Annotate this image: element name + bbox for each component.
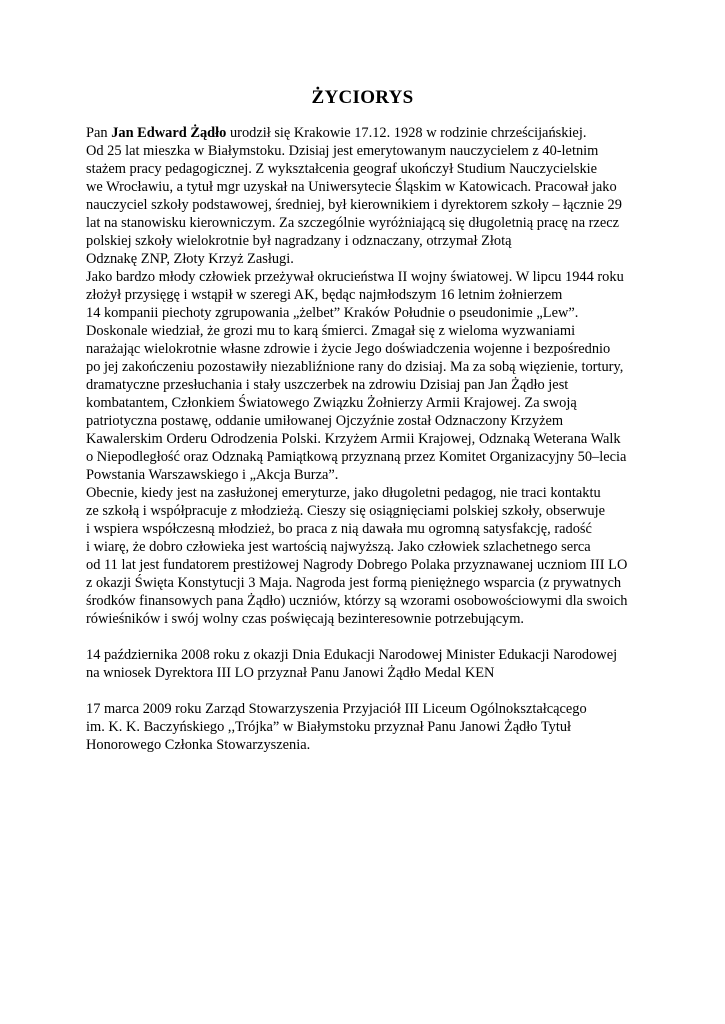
text-line: z okazji Święta Konstytucji 3 Maja. Nagroda jest formą pieniężnego wsparcia (z prywatnych: [86, 575, 622, 591]
document-title: ŻYCIORYS: [311, 87, 414, 108]
text-line: Powstania Warszawskiego i „Akcja Burza”.: [86, 467, 339, 483]
text-line: i wspiera współczesną młodzież, bo praca z nią dawała mu ogromną satysfakcję, radość: [86, 521, 592, 537]
text-line: narażając wielokrotnie własne zdrowie i życie Jego doświadczenia wojenne i bezpośrednio: [86, 341, 611, 357]
text-line: 14 kompanii piechoty zgrupowania „żelbet” Kraków Południe o pseudonimie „Lew”.: [86, 305, 579, 321]
text-line: patriotyczna postawę, oddanie umiłowanej Ojczyźnie został Odznaczony Krzyżem: [86, 413, 564, 429]
text-line: kombatantem, Członkiem Światowego Związku Żołnierzy Armii Krajowej. Za swoją: [86, 395, 577, 411]
text-line: 14 października 2008 roku z okazji Dnia Edukacji Narodowej Minister Edukacji Narodowej: [86, 647, 618, 663]
text-line: Doskonale wiedział, że grozi mu to karą śmierci. Zmagał się z wieloma wyzwaniami: [86, 323, 576, 339]
text-line: na wniosek Dyrektora III LO przyznał Panu Janowi Żądło Medal KEN: [86, 665, 495, 681]
paragraph-gap: [86, 682, 646, 700]
text-line: polskiej szkoły wielokrotnie był nagradzany i odznaczany, otrzymał Złotą: [86, 233, 512, 249]
text-line: Obecnie, kiedy jest na zasłużonej emeryturze, jako długoletni pedagog, nie traci kontaktu: [86, 485, 601, 501]
text-line: Kawalerskim Orderu Odrodzenia Polski. Krzyżem Armii Krajowej, Odznaką Weterana Walk: [86, 431, 621, 447]
text-line: Honorowego Członka Stowarzyszenia.: [86, 737, 311, 753]
text-line: ze szkołą i współpracuje z młodzieżą. Cieszy się osiągnięciami polskiej szkoły, obserwuje: [86, 503, 605, 519]
text-run: urodził się Krakowie 17.12. 1928 w rodzinie chrześcijańskiej.: [226, 125, 587, 141]
text-line: po jej zakończeniu pozostawiły niezabliźnione rany do dzisiaj. Ma za sobą więzienie, tortury,: [86, 359, 624, 375]
text-line: i wiarę, że dobro człowieka jest wartością najwyższą. Jako człowiek szlachetnego serca: [86, 539, 591, 555]
text-line: rówieśników i swój wolny czas poświęcają bezinteresownie potrzebującym.: [86, 611, 524, 627]
text-line: Odznakę ZNP, Złoty Krzyż Zasługi.: [86, 251, 294, 267]
text-line: we Wrocławiu, a tytuł mgr uzyskał na Uniwersytecie Śląskim w Katowicach. Pracował jako: [86, 179, 617, 195]
text-line: im. K. K. Baczyńskiego ,,Trójka” w Białymstoku przyznał Panu Janowi Żądło Tytuł: [86, 719, 572, 735]
text-line: dramatyczne przesłuchania i stały uszczerbek na zdrowiu Dzisiaj pan Jan Żądło jest: [86, 377, 569, 393]
text-line: Od 25 lat mieszka w Białymstoku. Dzisiaj jest emerytowanym nauczycielem z 40-letnim: [86, 143, 599, 159]
text-line: od 11 lat jest fundatorem prestiżowej Nagrody Dobrego Polaka przyznawanej uczniom III LO: [86, 557, 628, 573]
text-line: stażem pracy pedagogicznej. Z wykształcenia geograf ukończył Studium Nauczycielskie: [86, 161, 598, 177]
text-line: 17 marca 2009 roku Zarząd Stowarzyszenia Przyjaciół III Liceum Ogólnokształcącego: [86, 701, 587, 717]
text-line: o Niepodległość oraz Odznaką Pamiątkową przyznaną przez Komitet Organizacyjny 50–lecia: [86, 449, 627, 465]
paragraph-gap: [86, 628, 646, 646]
text-line: złożył przysięgę i wstąpił w szeregi AK, będąc najmłodszym 16 letnim żołnierzem: [86, 287, 563, 303]
text-line: nauczyciel szkoły podstawowej, średniej, był kierownikiem i dyrektorem szkoły – łącznie 29: [86, 197, 622, 213]
text-line: środków finansowych pana Żądło) uczniów, którzy są wzorami osobowościowymi dla swoich: [86, 593, 628, 609]
person-name: Jan Edward Żądło: [111, 125, 227, 141]
document-body: [86, 124, 646, 754]
text-line: Jako bardzo młody człowiek przeżywał okrucieństwa II wojny światowej. W lipcu 1944 roku: [86, 269, 624, 285]
text-run: Pan: [86, 125, 112, 141]
text-line: [86, 124, 646, 142]
text-line: lat na stanowisku kierowniczym. Za szczególnie wyróżniającą się długoletnią pracę na rzecz: [86, 215, 620, 231]
